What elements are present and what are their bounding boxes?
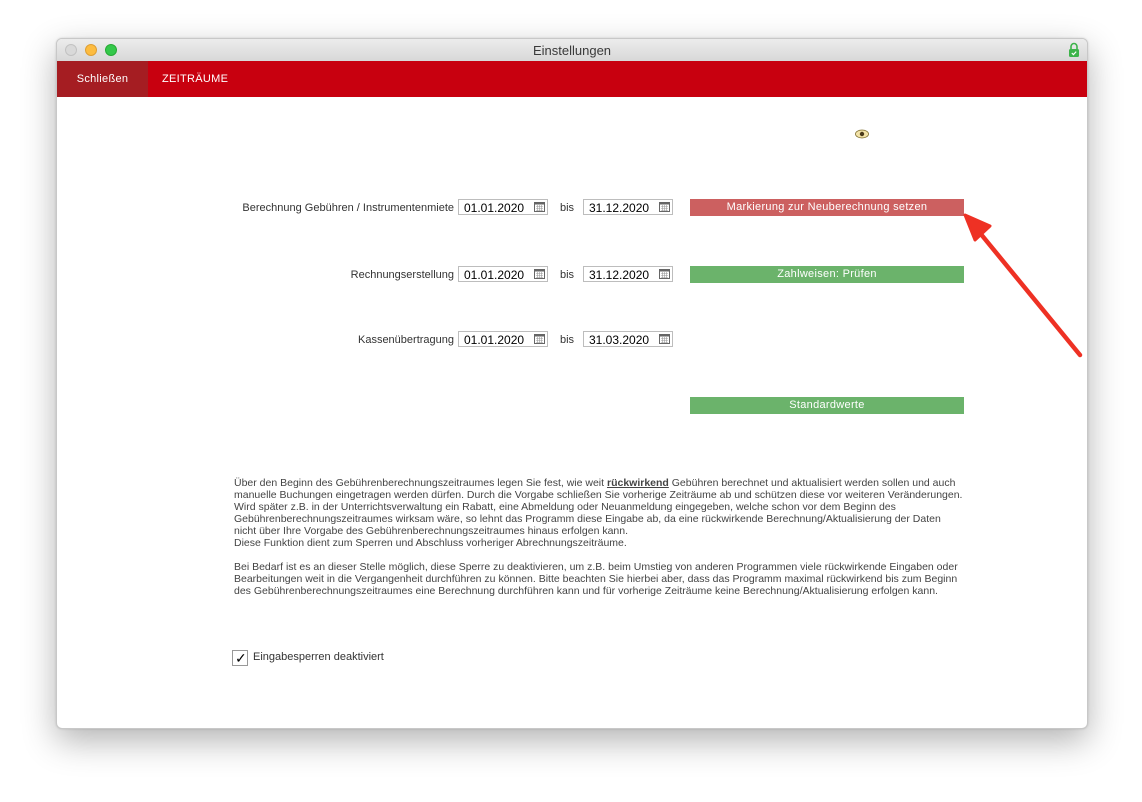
row-label-kasse: Kassenübertragung: [357, 334, 454, 346]
row-label-rechnung: Rechnungserstellung: [350, 269, 454, 281]
bis-label: bis: [560, 202, 575, 214]
info-text-a: Über den Beginn des Gebührenberechnungszeitraumes legen Sie fest, wie weit: [234, 477, 607, 489]
checkmark-icon: ✓: [235, 650, 247, 666]
date-value: 31.03.2020: [589, 333, 650, 347]
defaults-button[interactable]: Standardwerte: [690, 397, 964, 414]
info-text-c: Wird später z.B. in der Unterrichtsverwaltung ein Rabatt, eine Abmeldung oder Neuanmeldung eingegeben, welche schon vor dem Beginn des Gebührenberechnungszeitraumes wirksam wäre, so lehnt das Programm diese Eingabe ab, da eine rückwirkende Berechnung/Aktualisierung der Daten nicht über Ihre Vorgabe des Gebührenberechnungszeitraumes hinaus erfolgen kann.: [234, 501, 941, 537]
info-paragraph-2: Bei Bedarf ist es an dieser Stelle möglich, diese Sperre zu deaktivieren, um z.B. beim Umstieg von anderen Programmen viele rückwirkende Eingaben oder Bearbeitungen weit in die Vergangenheit durchführen zu können. Bitte beachten Sie hierbei aber, dass das Programm maximal rückwirkend bis zum Beginn des Gebührenberechnungszeitraumes eine Berechnung durchführen kann und für vorherige Zeiträume keine Berechnung/Aktualisierung erfolgen kann.: [234, 561, 958, 597]
row-label-berechnung: Berechnung Gebühren / Instrumentenmiete: [242, 202, 454, 214]
checkbox-label: Eingabesperren deaktiviert: [253, 651, 384, 663]
info-text-b: Gebühren berechnet und aktualisiert werden sollen und auch manuelle Buchungen eingetragen werden dürfen. Durch die Vorgabe schließen Sie vorherige Zeiträume ab und schützen diese vor weiteren Veränderungen.: [234, 477, 963, 501]
date-value: 01.01.2020: [464, 333, 525, 347]
check-payment-methods-button[interactable]: Zahlweisen: Prüfen: [690, 266, 964, 283]
close-button[interactable]: Schließen: [57, 61, 148, 97]
date-value: 31.12.2020: [589, 201, 650, 215]
date-value: 01.01.2020: [464, 201, 525, 215]
date-value: 01.01.2020: [464, 268, 525, 282]
mark-recalculation-button[interactable]: Markierung zur Neuberechnung setzen: [690, 199, 964, 216]
info-text-d: Diese Funktion dient zum Sperren und Abschluss vorheriger Abrechnungszeiträume.: [234, 537, 627, 549]
bis-label: bis: [560, 334, 575, 346]
window-title: Einstellungen: [532, 43, 612, 58]
bis-label: bis: [560, 269, 575, 281]
date-value: 31.12.2020: [589, 268, 650, 282]
tab-zeitraeume[interactable]: ZEITRÄUME: [162, 73, 229, 85]
info-text-bold: rückwirkend: [606, 477, 669, 489]
